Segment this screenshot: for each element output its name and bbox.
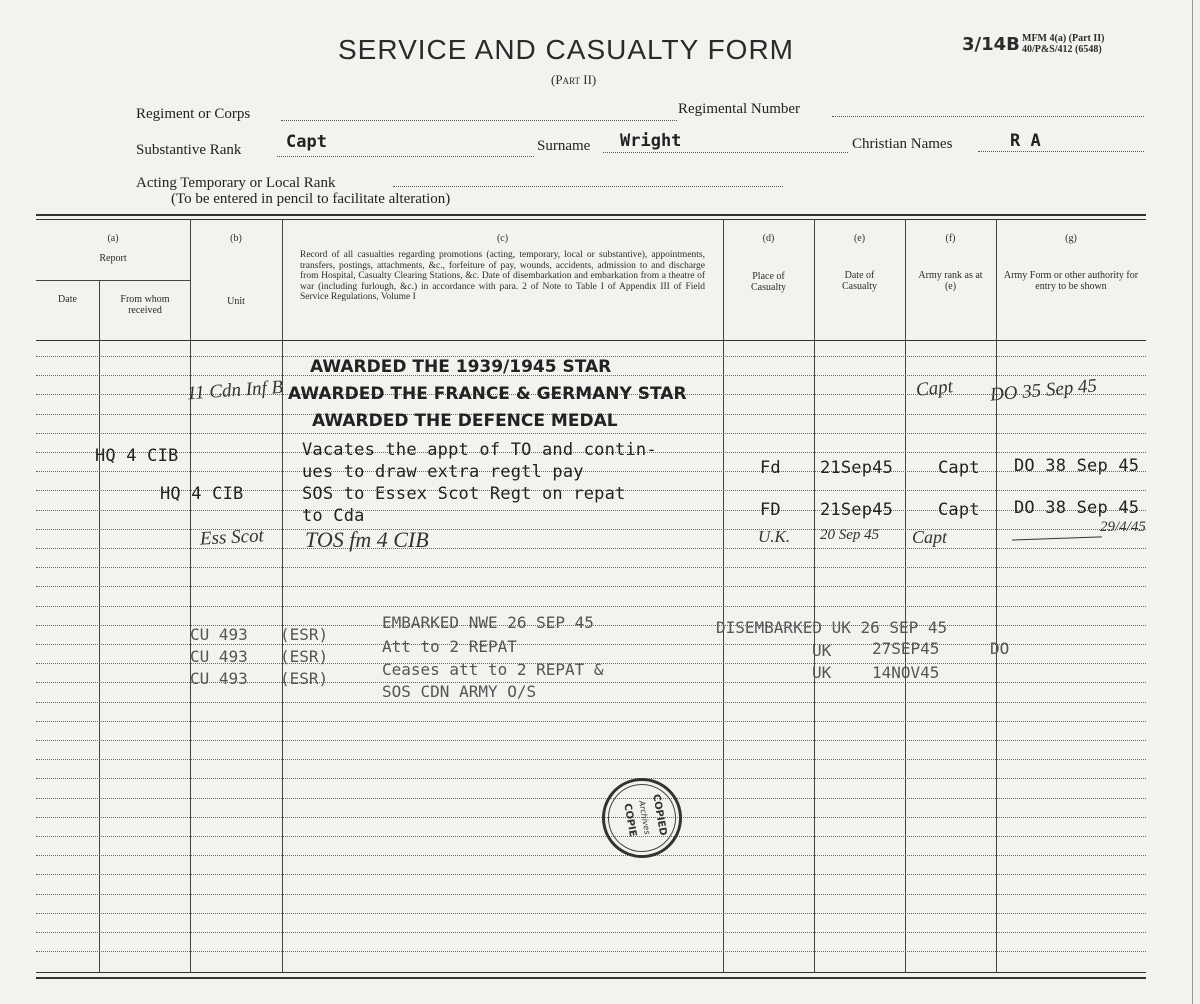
- col-divider-de: [814, 220, 815, 972]
- scan-edge: [1192, 0, 1193, 1004]
- stamp-middle: Archives: [637, 799, 652, 836]
- record3-date: 14NOV45: [872, 663, 940, 682]
- col-b-letter: (b): [230, 233, 242, 244]
- record3-code: (ESR): [280, 669, 329, 688]
- award-hand-rank: Capt: [914, 376, 954, 401]
- col-g-letter: (g): [1065, 233, 1077, 244]
- rank-line: [277, 156, 534, 157]
- regimental-number-line: [832, 116, 1144, 117]
- stamp-top: COPIED: [650, 793, 669, 837]
- entry-rule-line: [36, 913, 1146, 914]
- col-a-title: Report: [99, 253, 127, 264]
- col-divider-ab: [190, 220, 191, 972]
- entry2-date: 21Sep45: [820, 500, 894, 520]
- entry1-date: 21Sep45: [820, 458, 894, 478]
- entry-rule-line: [36, 836, 1146, 837]
- rank-value: Capt: [286, 132, 327, 152]
- col-divider-a1: [99, 280, 100, 972]
- entry-rule-line: [36, 721, 1146, 722]
- entry-rule-line: [36, 932, 1146, 933]
- col-f-letter: (f): [945, 233, 956, 244]
- christian-line: [978, 151, 1144, 152]
- entry-rule-line: [36, 817, 1146, 818]
- entry2-text-line2: to Cda: [302, 506, 365, 526]
- record3-place: UK: [812, 663, 832, 682]
- entry1-place: Fd: [760, 458, 781, 478]
- entry2-text-line1: SOS to Essex Scot Regt on repat: [302, 484, 626, 504]
- col-a-letter: (a): [107, 233, 119, 244]
- regimental-number-label: Regimental Number: [678, 101, 801, 117]
- regiment-line: [281, 120, 677, 121]
- christian-value: R A: [1010, 131, 1041, 151]
- record1-text: EMBARKED NWE 26 SEP 45: [382, 613, 594, 632]
- surname-value: Wright: [620, 131, 682, 151]
- disembarked-uk: DISEMBARKED UK 26 SEP 45: [716, 618, 948, 637]
- record2-code: (ESR): [280, 647, 329, 666]
- header-bottom-rule: [36, 340, 1146, 341]
- award-defence-medal: AWARDED THE DEFENCE MEDAL: [312, 411, 618, 431]
- surname-label: Surname: [537, 138, 591, 154]
- record1-auth: DO: [990, 639, 1010, 658]
- entry-rule-line: [36, 740, 1146, 741]
- stamp-bottom: COPIE: [621, 802, 639, 838]
- table-bottom-rule-2: [36, 977, 1146, 979]
- acting-note: (To be entered in pencil to facilitate alteration): [171, 191, 451, 207]
- regiment-label: Regiment or Corps: [136, 106, 251, 122]
- record3-unit: CU 493: [190, 669, 248, 688]
- col-d-letter: (d): [762, 233, 775, 244]
- col-g-title: Army Form or other authority for entry to be shown: [1003, 270, 1139, 292]
- col-f-title: Army rank as at (e): [918, 270, 983, 292]
- award-france-germany-star: AWARDED THE FRANCE & GERMANY STAR: [288, 384, 687, 404]
- entry1-from: HQ 4 CIB: [95, 446, 179, 466]
- entry-rule-line: [36, 798, 1146, 799]
- col-divider-ef: [905, 220, 906, 972]
- form-code: 3/14B: [962, 34, 1020, 55]
- entry2-unit: HQ 4 CIB: [160, 484, 244, 504]
- entry3-text: TOS fm 4 CIB: [305, 527, 429, 552]
- record2-unit: CU 493: [190, 647, 248, 666]
- col-b-title: Unit: [227, 296, 245, 307]
- record3-text-line1: Ceases att to 2 REPAT &: [382, 660, 604, 679]
- record1-code: (ESR): [280, 625, 329, 644]
- col-d-title: Place of Casualty: [751, 271, 786, 293]
- entry3-rank: Capt: [912, 527, 948, 547]
- entry2-auth: DO 38 Sep 45: [1014, 498, 1140, 518]
- col-e-letter: (e): [853, 233, 866, 244]
- col-a-from: From whom received: [120, 294, 170, 316]
- entry-rule-line: [36, 874, 1146, 875]
- col-divider-fg: [996, 220, 997, 972]
- table-top-rule-2: [36, 219, 1146, 220]
- award-hand-unit: 11 Cdn Inf B: [186, 376, 284, 405]
- entry-rule-line: [36, 644, 1146, 645]
- archives-stamp: [596, 772, 689, 865]
- col-c-letter: (c): [496, 233, 509, 244]
- entry2-rank: Capt: [938, 500, 980, 520]
- award-hand-auth: DO 35 Sep 45: [989, 375, 1098, 406]
- entry-rule-line: [36, 567, 1146, 568]
- entry-rule-line: [36, 951, 1146, 952]
- entry1-rank: Capt: [938, 458, 980, 478]
- entry3-date: 20 Sep 45: [820, 527, 880, 543]
- entry3-auth: 29/4/45: [1100, 519, 1146, 535]
- record3-text-line2: SOS CDN ARMY O/S: [382, 682, 537, 701]
- award-1939-1945-star: AWARDED THE 1939/1945 STAR: [310, 357, 612, 377]
- entry1-auth: DO 38 Sep 45: [1014, 456, 1140, 476]
- col-divider-cd: [723, 220, 724, 972]
- col-c-text: Record of all casualties regarding promotions (acting, temporary, local or substantive), appointments, transfers, postings, attachments, &c., forfeiture of pay, wounds, accidents, admission to and discharge from Hospital, Casualty Clearing Stations, &c. Date of disembarkation and embarkation from a theatre of war (including furlough, &c.) in accordance with para. 2 of Note to Table I of Appendix III of Field Service Regulations, Volume I: [300, 250, 705, 302]
- entry-rule-line: [36, 702, 1146, 703]
- entry-rule-line: [36, 586, 1146, 587]
- entry3-place: U.K.: [758, 527, 791, 546]
- acting-label: Acting Temporary or Local Rank: [136, 175, 336, 191]
- record1-place: UK: [812, 641, 832, 660]
- entry3-strikethrough: [1012, 536, 1102, 540]
- form-part: (Part II): [551, 72, 597, 87]
- christian-label: Christian Names: [852, 136, 953, 152]
- acting-line: [393, 186, 783, 187]
- entry2-place: FD: [760, 500, 781, 520]
- entry-rule-line: [36, 778, 1146, 779]
- entry-rule-line: [36, 894, 1146, 895]
- entry-rule-line: [36, 759, 1146, 760]
- form-code-sub2: 40/P&S/412 (6548): [1022, 44, 1102, 55]
- form-title: SERVICE AND CASUALTY FORM: [338, 34, 794, 65]
- entry-rule-line: [36, 606, 1146, 607]
- entry3-unit: Ess Scot: [199, 525, 265, 550]
- col-e-title: Date of Casualty: [842, 270, 877, 292]
- entry-rule-line: [36, 855, 1146, 856]
- table-bottom-rule: [36, 972, 1146, 973]
- rank-label: Substantive Rank: [136, 142, 242, 158]
- record2-text: Att to 2 REPAT: [382, 637, 517, 656]
- record1-unit: CU 493: [190, 625, 248, 644]
- record1-date: 27SEP45: [872, 639, 940, 658]
- surname-line: [603, 152, 848, 153]
- report-subdivider: [36, 280, 190, 281]
- col-divider-bc: [282, 220, 283, 972]
- col-a-date: Date: [58, 294, 77, 305]
- table-top-rule: [36, 214, 1146, 216]
- entry1-text-line1: Vacates the appt of TO and contin-: [302, 440, 657, 460]
- entry-rule-line: [36, 433, 1146, 434]
- form-code-sub1: MFM 4(a) (Part II): [1022, 33, 1105, 44]
- entry1-text-line2: ues to draw extra regtl pay: [302, 462, 584, 482]
